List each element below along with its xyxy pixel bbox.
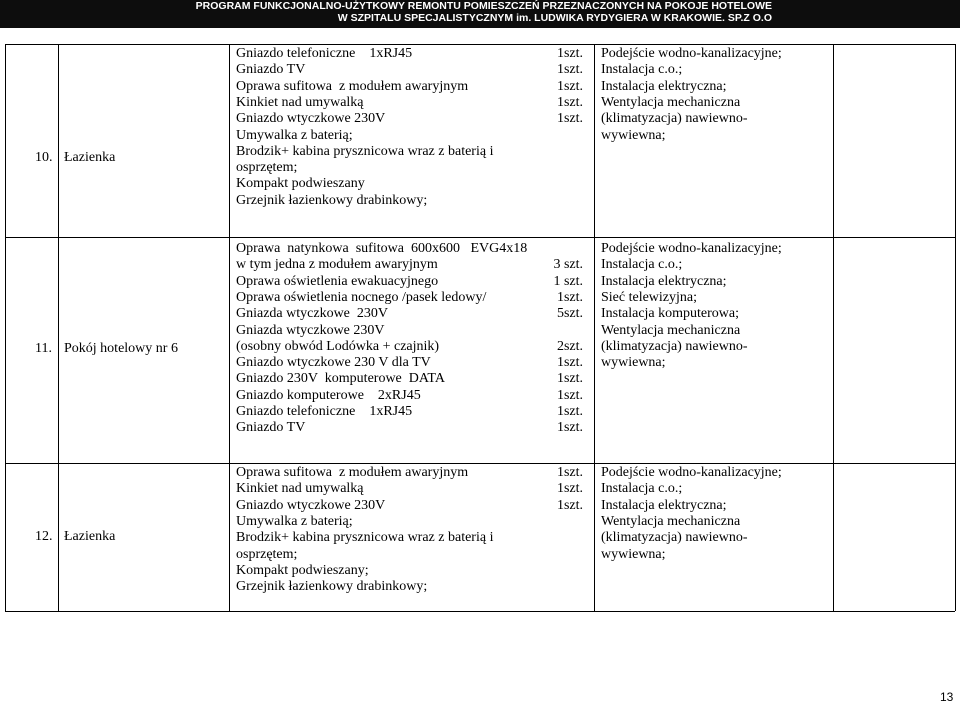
table-border-right — [955, 44, 956, 611]
room-name: Łazienka — [64, 150, 116, 165]
equipment-quantity: 1szt. — [556, 289, 583, 305]
equipment-quantity: 1szt. — [556, 404, 583, 419]
installation-line: Instalacja c.o.; — [601, 62, 683, 78]
equipment-item: Oprawa oświetlenia nocnego /pasek ledowy/ — [236, 289, 487, 305]
installation-line: Instalacja elektryczna; — [601, 497, 727, 513]
header-line-2: W SZPITALU SPECJALISTYCZNYM im. LUDWIKA RYDYGIERA W KRAKOWIE. SP.Z O.O — [337, 11, 772, 24]
installation-line: wywiewna; — [601, 127, 666, 143]
table-border-left — [5, 44, 6, 611]
equipment-item: Kompakt podwieszany — [236, 176, 365, 192]
equipment-item: Brodzik+ kabina prysznicowa wraz z baterią i — [236, 143, 494, 159]
equipment-item: Gniazdo wtyczkowe 230V — [236, 497, 386, 513]
equipment-item: Gniazdo wtyczkowe 230 V dla TV — [236, 355, 431, 371]
room-name: Łazienka — [64, 529, 116, 544]
page-number: 13 — [940, 690, 954, 704]
equipment-item: Umywalka z baterią; — [236, 513, 353, 529]
installation-line: Podejście wodno-kanalizacyjne; — [601, 241, 782, 256]
equipment-quantity: 1szt. — [556, 387, 583, 403]
equipment-quantity: 1szt. — [556, 465, 583, 480]
header-line-1: PROGRAM FUNKCJONALNO-UŻYTKOWY REMONTU POMIESZCZEŃ PRZEZNACZONYCH NA POKOJE HOTELOWE — [195, 0, 772, 12]
installation-line: Wentylacja mechaniczna — [601, 94, 741, 110]
column-divider — [833, 44, 834, 611]
equipment-item: Kinkiet nad umywalką — [236, 481, 364, 497]
equipment-item: Oprawa natynkowa sufitowa 600x600 EVG4x18 — [236, 241, 528, 256]
equipment-item: Gniazda wtyczkowe 230V — [236, 306, 389, 322]
row-number: 12. — [35, 529, 53, 544]
equipment-quantity: 2szt. — [556, 338, 583, 354]
room-name: Pokój hotelowy nr 6 — [64, 341, 178, 356]
equipment-item: Kinkiet nad umywalką — [236, 94, 364, 110]
equipment-quantity: 1szt. — [556, 355, 583, 371]
equipment-item: Umywalka z baterią; — [236, 127, 353, 143]
installation-line: Instalacja elektryczna; — [601, 273, 727, 289]
equipment-item: Oprawa oświetlenia ewakuacyjnego — [236, 273, 439, 289]
equipment-item: Gniazdo 230V komputerowe DATA — [236, 371, 445, 387]
equipment-quantity: 1szt. — [556, 62, 583, 78]
document-header — [0, 0, 960, 28]
installation-line: Instalacja c.o.; — [601, 257, 683, 273]
row-divider — [5, 237, 955, 238]
row-divider — [5, 463, 955, 464]
equipment-item: Gniazdo komputerowe 2xRJ45 — [236, 387, 421, 403]
row-number: 11. — [35, 341, 52, 356]
installation-line: (klimatyzacja) nawiewno- — [601, 530, 748, 546]
equipment-item: osprzętem; — [236, 160, 298, 176]
equipment-item: Gniazdo telefoniczne 1xRJ45 — [236, 46, 413, 61]
equipment-item: Gniazdo TV — [236, 62, 306, 78]
equipment-quantity: 1szt. — [556, 78, 583, 94]
equipment-quantity: 1szt. — [556, 111, 583, 127]
installation-line: Instalacja elektryczna; — [601, 78, 727, 94]
equipment-quantity: 1szt. — [556, 371, 583, 387]
installation-line: Podejście wodno-kanalizacyjne; — [601, 465, 782, 480]
equipment-item: Kompakt podwieszany; — [236, 562, 369, 578]
equipment-item: w tym jedna z modułem awaryjnym — [236, 257, 438, 273]
installation-line: (klimatyzacja) nawiewno- — [601, 111, 748, 127]
row-number: 10. — [35, 150, 53, 165]
equipment-item: Grzejnik łazienkowy drabinkowy; — [236, 192, 428, 208]
equipment-item: Gniazdo wtyczkowe 230V — [236, 111, 386, 127]
row-divider — [5, 611, 955, 612]
equipment-item: Gniazdo telefoniczne 1xRJ45 — [236, 404, 413, 419]
installation-line: Sieć telewizyjna; — [601, 289, 698, 305]
installation-line: Wentylacja mechaniczna — [601, 513, 741, 529]
installation-line: Instalacja c.o.; — [601, 481, 683, 497]
equipment-item: (osobny obwód Lodówka + czajnik) — [236, 338, 440, 354]
installation-line: (klimatyzacja) nawiewno- — [601, 338, 748, 354]
row-divider — [5, 44, 955, 45]
equipment-item: Grzejnik łazienkowy drabinkowy; — [236, 579, 428, 595]
equipment-item: Oprawa sufitowa z modułem awaryjnym — [236, 465, 469, 480]
equipment-quantity: 1szt. — [556, 46, 583, 61]
equipment-item: Gniazda wtyczkowe 230V — [236, 322, 385, 338]
installation-line: Podejście wodno-kanalizacyjne; — [601, 46, 782, 61]
equipment-quantity: 5szt. — [556, 306, 583, 322]
equipment-quantity: 3 szt. — [553, 257, 583, 273]
column-divider — [594, 44, 595, 611]
installation-line: Instalacja komputerowa; — [601, 306, 740, 322]
equipment-quantity: 1szt. — [556, 94, 583, 110]
equipment-quantity: 1szt. — [556, 497, 583, 513]
installation-line: wywiewna; — [601, 355, 666, 371]
equipment-quantity: 1 szt. — [553, 273, 583, 289]
equipment-item: Brodzik+ kabina prysznicowa wraz z baterią i — [236, 530, 494, 546]
installation-line: Wentylacja mechaniczna — [601, 322, 741, 338]
installation-line: wywiewna; — [601, 546, 666, 562]
equipment-item: Gniazdo TV — [236, 420, 306, 436]
equipment-item: osprzętem; — [236, 546, 298, 562]
equipment-quantity: 1szt. — [556, 420, 583, 436]
column-divider — [58, 44, 59, 611]
equipment-quantity: 1szt. — [556, 481, 583, 497]
column-divider — [229, 44, 230, 611]
equipment-item: Oprawa sufitowa z modułem awaryjnym — [236, 78, 469, 94]
